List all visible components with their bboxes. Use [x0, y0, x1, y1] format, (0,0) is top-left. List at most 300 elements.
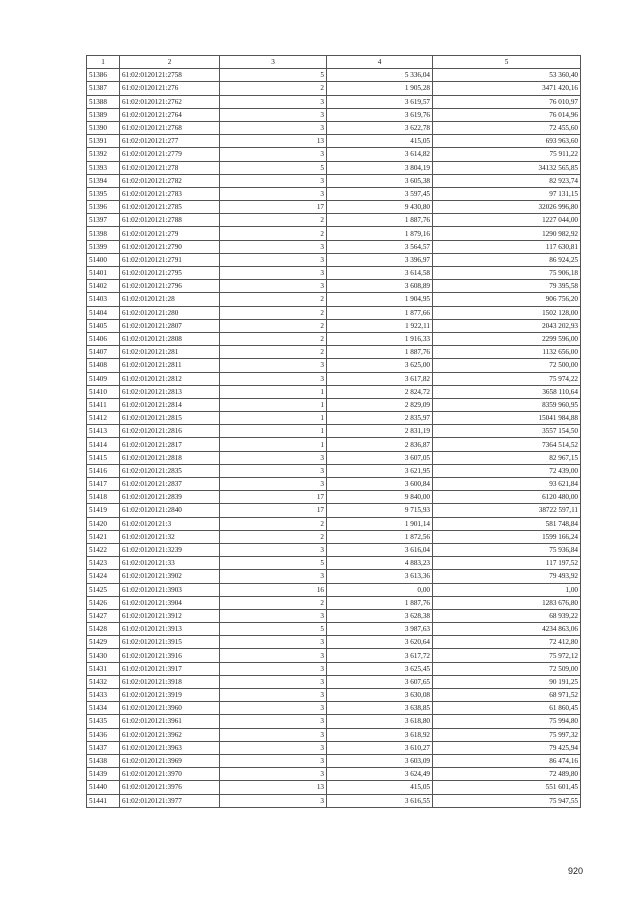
- cadastral-number-cell: 61:02:0120121:3961: [120, 715, 220, 728]
- group-cell: 3: [220, 570, 327, 583]
- group-cell: 3: [220, 187, 327, 200]
- cadastral-number-cell: 61:02:0120121:2788: [120, 214, 220, 227]
- table-row: [87, 728, 581, 741]
- table-row: [87, 332, 581, 345]
- group-cell: 3: [220, 794, 327, 807]
- row-number-cell: 51413: [87, 425, 120, 438]
- table-row: [87, 438, 581, 451]
- table-row: [87, 754, 581, 767]
- row-number-cell: 51432: [87, 675, 120, 688]
- row-number-cell: 51389: [87, 108, 120, 121]
- cadastral-number-cell: 61:02:0120121:3963: [120, 741, 220, 754]
- cadastral-number-cell: 61:02:0120121:3903: [120, 583, 220, 596]
- table-row: [87, 689, 581, 702]
- table-row: [87, 530, 581, 543]
- specific-value-cell: 415,05: [327, 135, 433, 148]
- specific-value-cell: 3 622,78: [327, 121, 433, 134]
- cadastral-number-cell: 61:02:0120121:2811: [120, 359, 220, 372]
- cadastral-number-cell: 61:02:0120121:2758: [120, 69, 220, 82]
- cadastral-number-cell: 61:02:0120121:2808: [120, 332, 220, 345]
- row-number-cell: 51400: [87, 253, 120, 266]
- cadastral-number-cell: 61:02:0120121:3918: [120, 675, 220, 688]
- cadastral-number-cell: 61:02:0120121:3969: [120, 754, 220, 767]
- cadastral-value-cell: 1,00: [433, 583, 581, 596]
- group-cell: 3: [220, 280, 327, 293]
- specific-value-cell: 2 835,97: [327, 412, 433, 425]
- group-cell: 5: [220, 557, 327, 570]
- group-cell: 3: [220, 609, 327, 622]
- row-number-cell: 51421: [87, 530, 120, 543]
- row-number-cell: 51403: [87, 293, 120, 306]
- cadastral-number-cell: 61:02:0120121:2814: [120, 398, 220, 411]
- specific-value-cell: 3 619,76: [327, 108, 433, 121]
- row-number-cell: 51410: [87, 385, 120, 398]
- group-cell: 1: [220, 385, 327, 398]
- table-row: [87, 227, 581, 240]
- table-row: [87, 95, 581, 108]
- table-row: [87, 464, 581, 477]
- row-number-cell: 51392: [87, 148, 120, 161]
- cadastral-value-cell: 72 489,80: [433, 768, 581, 781]
- group-cell: 3: [220, 359, 327, 372]
- cadastral-number-cell: 61:02:0120121:2818: [120, 451, 220, 464]
- specific-value-cell: 3 621,95: [327, 464, 433, 477]
- table-row: [87, 280, 581, 293]
- table-row: [87, 121, 581, 134]
- cadastral-value-cell: 75 947,55: [433, 794, 581, 807]
- table-row: [87, 517, 581, 530]
- cadastral-number-cell: 61:02:0120121:3970: [120, 768, 220, 781]
- cadastral-value-cell: 79 493,92: [433, 570, 581, 583]
- page-number: 920: [567, 866, 583, 876]
- cadastral-value-cell: 3471 420,16: [433, 82, 581, 95]
- table-row: [87, 174, 581, 187]
- group-cell: 1: [220, 438, 327, 451]
- row-number-cell: 51412: [87, 412, 120, 425]
- row-number-cell: 51437: [87, 741, 120, 754]
- table-row: [87, 478, 581, 491]
- cadastral-value-cell: 75 936,84: [433, 543, 581, 556]
- specific-value-cell: 2 831,19: [327, 425, 433, 438]
- cadastral-number-cell: 61:02:0120121:32: [120, 530, 220, 543]
- table-row: [87, 781, 581, 794]
- cadastral-number-cell: 61:02:0120121:2785: [120, 201, 220, 214]
- row-number-cell: 51423: [87, 557, 120, 570]
- specific-value-cell: 415,05: [327, 781, 433, 794]
- cadastral-number-cell: 61:02:0120121:2812: [120, 372, 220, 385]
- row-number-cell: 51406: [87, 332, 120, 345]
- cadastral-number-cell: 61:02:0120121:3904: [120, 596, 220, 609]
- specific-value-cell: 3 638,85: [327, 702, 433, 715]
- row-number-cell: 51429: [87, 636, 120, 649]
- specific-value-cell: 1 887,76: [327, 596, 433, 609]
- group-cell: 3: [220, 754, 327, 767]
- cadastral-value-cell: 72 509,00: [433, 662, 581, 675]
- row-number-cell: 51402: [87, 280, 120, 293]
- specific-value-cell: 3 614,82: [327, 148, 433, 161]
- cadastral-value-cell: 8359 960,95: [433, 398, 581, 411]
- cadastral-value-table: [86, 55, 581, 808]
- table-row: [87, 187, 581, 200]
- row-number-cell: 51426: [87, 596, 120, 609]
- group-cell: 5: [220, 623, 327, 636]
- group-cell: 3: [220, 715, 327, 728]
- row-number-cell: 51396: [87, 201, 120, 214]
- cadastral-number-cell: 61:02:0120121:3977: [120, 794, 220, 807]
- table-row: [87, 267, 581, 280]
- specific-value-cell: 3 628,38: [327, 609, 433, 622]
- group-cell: 3: [220, 240, 327, 253]
- cadastral-value-cell: 3557 154,50: [433, 425, 581, 438]
- row-number-cell: 51417: [87, 478, 120, 491]
- group-cell: 3: [220, 253, 327, 266]
- cadastral-value-cell: 90 191,25: [433, 675, 581, 688]
- cadastral-number-cell: 61:02:0120121:277: [120, 135, 220, 148]
- cadastral-value-cell: 68 939,22: [433, 609, 581, 622]
- cadastral-value-cell: 72 500,00: [433, 359, 581, 372]
- column-header-5: 5: [433, 56, 581, 69]
- specific-value-cell: 3 608,89: [327, 280, 433, 293]
- row-number-cell: 51420: [87, 517, 120, 530]
- table-row: [87, 768, 581, 781]
- group-cell: 16: [220, 583, 327, 596]
- group-cell: 13: [220, 135, 327, 148]
- cadastral-value-cell: 7364 514,52: [433, 438, 581, 451]
- row-number-cell: 51395: [87, 187, 120, 200]
- group-cell: 3: [220, 95, 327, 108]
- specific-value-cell: 3 613,36: [327, 570, 433, 583]
- group-cell: 5: [220, 161, 327, 174]
- table-row: [87, 675, 581, 688]
- specific-value-cell: 2 836,87: [327, 438, 433, 451]
- cadastral-value-cell: 61 860,45: [433, 702, 581, 715]
- cadastral-value-cell: 79 425,94: [433, 741, 581, 754]
- table-row: [87, 398, 581, 411]
- row-number-cell: 51419: [87, 504, 120, 517]
- specific-value-cell: 3 804,19: [327, 161, 433, 174]
- table-row: [87, 240, 581, 253]
- cadastral-value-cell: 1283 676,80: [433, 596, 581, 609]
- group-cell: 3: [220, 675, 327, 688]
- specific-value-cell: 1 887,76: [327, 214, 433, 227]
- table-row: [87, 504, 581, 517]
- table-row: [87, 306, 581, 319]
- row-number-cell: 51390: [87, 121, 120, 134]
- specific-value-cell: 5 336,04: [327, 69, 433, 82]
- table-row: [87, 425, 581, 438]
- cadastral-value-cell: 38722 597,11: [433, 504, 581, 517]
- table-row: [87, 543, 581, 556]
- specific-value-cell: 3 610,27: [327, 741, 433, 754]
- row-number-cell: 51425: [87, 583, 120, 596]
- specific-value-cell: 3 614,58: [327, 267, 433, 280]
- group-cell: 3: [220, 372, 327, 385]
- cadastral-number-cell: 61:02:0120121:281: [120, 346, 220, 359]
- specific-value-cell: 1 901,14: [327, 517, 433, 530]
- group-cell: 17: [220, 491, 327, 504]
- group-cell: 2: [220, 517, 327, 530]
- group-cell: 2: [220, 227, 327, 240]
- cadastral-value-cell: 15041 984,88: [433, 412, 581, 425]
- cadastral-number-cell: 61:02:0120121:2835: [120, 464, 220, 477]
- group-cell: 17: [220, 201, 327, 214]
- cadastral-value-cell: 1599 166,24: [433, 530, 581, 543]
- group-cell: 3: [220, 464, 327, 477]
- table-row: [87, 583, 581, 596]
- specific-value-cell: 3 630,08: [327, 689, 433, 702]
- specific-value-cell: 0,00: [327, 583, 433, 596]
- row-number-cell: 51391: [87, 135, 120, 148]
- table-row: [87, 201, 581, 214]
- cadastral-value-cell: 551 601,45: [433, 781, 581, 794]
- row-number-cell: 51438: [87, 754, 120, 767]
- cadastral-value-cell: 75 911,22: [433, 148, 581, 161]
- cadastral-value-cell: 4234 863,06: [433, 623, 581, 636]
- row-number-cell: 51407: [87, 346, 120, 359]
- specific-value-cell: 1 916,33: [327, 332, 433, 345]
- specific-value-cell: 3 607,05: [327, 451, 433, 464]
- cadastral-number-cell: 61:02:0120121:2815: [120, 412, 220, 425]
- cadastral-number-cell: 61:02:0120121:3976: [120, 781, 220, 794]
- group-cell: 2: [220, 530, 327, 543]
- cadastral-number-cell: 61:02:0120121:2813: [120, 385, 220, 398]
- cadastral-value-cell: 3658 110,64: [433, 385, 581, 398]
- row-number-cell: 51409: [87, 372, 120, 385]
- cadastral-value-cell: 53 360,40: [433, 69, 581, 82]
- row-number-cell: 51415: [87, 451, 120, 464]
- table-row: [87, 69, 581, 82]
- table-row: [87, 319, 581, 332]
- cadastral-value-cell: 79 395,58: [433, 280, 581, 293]
- specific-value-cell: 4 883,23: [327, 557, 433, 570]
- specific-value-cell: 2 829,09: [327, 398, 433, 411]
- row-number-cell: 51393: [87, 161, 120, 174]
- cadastral-number-cell: 61:02:0120121:3239: [120, 543, 220, 556]
- cadastral-value-cell: 1290 982,92: [433, 227, 581, 240]
- table-row: [87, 385, 581, 398]
- cadastral-number-cell: 61:02:0120121:3915: [120, 636, 220, 649]
- cadastral-number-cell: 61:02:0120121:3902: [120, 570, 220, 583]
- group-cell: 2: [220, 332, 327, 345]
- cadastral-value-cell: 72 455,60: [433, 121, 581, 134]
- specific-value-cell: 1 877,66: [327, 306, 433, 319]
- row-number-cell: 51428: [87, 623, 120, 636]
- specific-value-cell: 3 616,04: [327, 543, 433, 556]
- cadastral-number-cell: 61:02:0120121:2837: [120, 478, 220, 491]
- table-row: [87, 557, 581, 570]
- specific-value-cell: 3 617,72: [327, 649, 433, 662]
- row-number-cell: 51422: [87, 543, 120, 556]
- cadastral-value-cell: 75 994,80: [433, 715, 581, 728]
- row-number-cell: 51424: [87, 570, 120, 583]
- row-number-cell: 51404: [87, 306, 120, 319]
- cadastral-value-cell: 97 131,15: [433, 187, 581, 200]
- table-row: [87, 451, 581, 464]
- table-row: [87, 359, 581, 372]
- cadastral-number-cell: 61:02:0120121:33: [120, 557, 220, 570]
- specific-value-cell: 3 605,38: [327, 174, 433, 187]
- table-header-row: [87, 56, 581, 69]
- cadastral-number-cell: 61:02:0120121:2768: [120, 121, 220, 134]
- row-number-cell: 51433: [87, 689, 120, 702]
- specific-value-cell: 3 616,55: [327, 794, 433, 807]
- group-cell: 1: [220, 412, 327, 425]
- cadastral-number-cell: 61:02:0120121:2807: [120, 319, 220, 332]
- table-row: [87, 372, 581, 385]
- cadastral-number-cell: 61:02:0120121:2762: [120, 95, 220, 108]
- cadastral-value-cell: 34132 565,85: [433, 161, 581, 174]
- cadastral-number-cell: 61:02:0120121:3912: [120, 609, 220, 622]
- row-number-cell: 51439: [87, 768, 120, 781]
- table-row: [87, 148, 581, 161]
- table-row: [87, 570, 581, 583]
- group-cell: 3: [220, 267, 327, 280]
- column-header-3: 3: [220, 56, 327, 69]
- row-number-cell: 51394: [87, 174, 120, 187]
- cadastral-value-cell: 75 974,22: [433, 372, 581, 385]
- cadastral-value-cell: 82 923,74: [433, 174, 581, 187]
- table-row: [87, 253, 581, 266]
- specific-value-cell: 3 600,84: [327, 478, 433, 491]
- group-cell: 2: [220, 306, 327, 319]
- table-row: [87, 108, 581, 121]
- specific-value-cell: 1 905,28: [327, 82, 433, 95]
- specific-value-cell: 3 618,92: [327, 728, 433, 741]
- table-row: [87, 741, 581, 754]
- specific-value-cell: 1 904,95: [327, 293, 433, 306]
- cadastral-number-cell: 61:02:0120121:279: [120, 227, 220, 240]
- table-row: [87, 135, 581, 148]
- column-header-4: 4: [327, 56, 433, 69]
- specific-value-cell: 1 879,16: [327, 227, 433, 240]
- row-number-cell: 51440: [87, 781, 120, 794]
- specific-value-cell: 3 597,45: [327, 187, 433, 200]
- row-number-cell: 51434: [87, 702, 120, 715]
- table-row: [87, 636, 581, 649]
- group-cell: 3: [220, 636, 327, 649]
- cadastral-number-cell: 61:02:0120121:278: [120, 161, 220, 174]
- cadastral-value-cell: 2299 596,00: [433, 332, 581, 345]
- row-number-cell: 51430: [87, 649, 120, 662]
- cadastral-number-cell: 61:02:0120121:2764: [120, 108, 220, 121]
- cadastral-number-cell: 61:02:0120121:2816: [120, 425, 220, 438]
- cadastral-number-cell: 61:02:0120121:3919: [120, 689, 220, 702]
- cadastral-number-cell: 61:02:0120121:3: [120, 517, 220, 530]
- cadastral-number-cell: 61:02:0120121:28: [120, 293, 220, 306]
- group-cell: 5: [220, 69, 327, 82]
- cadastral-value-cell: 93 621,84: [433, 478, 581, 491]
- cadastral-number-cell: 61:02:0120121:3913: [120, 623, 220, 636]
- table-row: [87, 412, 581, 425]
- table-row: [87, 649, 581, 662]
- table-row: [87, 623, 581, 636]
- group-cell: 1: [220, 425, 327, 438]
- cadastral-number-cell: 61:02:0120121:2795: [120, 267, 220, 280]
- table-row: [87, 491, 581, 504]
- specific-value-cell: 9 430,80: [327, 201, 433, 214]
- cadastral-value-cell: 68 971,52: [433, 689, 581, 702]
- cadastral-number-cell: 61:02:0120121:3916: [120, 649, 220, 662]
- cadastral-value-cell: 693 963,60: [433, 135, 581, 148]
- group-cell: 3: [220, 543, 327, 556]
- cadastral-value-cell: 1227 044,00: [433, 214, 581, 227]
- row-number-cell: 51418: [87, 491, 120, 504]
- cadastral-value-cell: 117 630,81: [433, 240, 581, 253]
- group-cell: 3: [220, 121, 327, 134]
- row-number-cell: 51397: [87, 214, 120, 227]
- cadastral-value-cell: 76 010,97: [433, 95, 581, 108]
- specific-value-cell: 3 617,82: [327, 372, 433, 385]
- cadastral-value-cell: 6120 480,00: [433, 491, 581, 504]
- cadastral-value-cell: 2043 202,93: [433, 319, 581, 332]
- cadastral-value-cell: 581 748,84: [433, 517, 581, 530]
- specific-value-cell: 3 618,80: [327, 715, 433, 728]
- specific-value-cell: 3 987,63: [327, 623, 433, 636]
- group-cell: 3: [220, 728, 327, 741]
- group-cell: 1: [220, 398, 327, 411]
- table-row: [87, 293, 581, 306]
- specific-value-cell: 3 620,64: [327, 636, 433, 649]
- table-row: [87, 662, 581, 675]
- specific-value-cell: 1 922,11: [327, 319, 433, 332]
- row-number-cell: 51386: [87, 69, 120, 82]
- cadastral-value-cell: 1132 656,00: [433, 346, 581, 359]
- cadastral-value-cell: 72 412,80: [433, 636, 581, 649]
- cadastral-number-cell: 61:02:0120121:280: [120, 306, 220, 319]
- table-row: [87, 596, 581, 609]
- cadastral-number-cell: 61:02:0120121:2840: [120, 504, 220, 517]
- table-row: [87, 161, 581, 174]
- table-row: [87, 609, 581, 622]
- row-number-cell: 51388: [87, 95, 120, 108]
- cadastral-number-cell: 61:02:0120121:3917: [120, 662, 220, 675]
- row-number-cell: 51405: [87, 319, 120, 332]
- row-number-cell: 51427: [87, 609, 120, 622]
- group-cell: 3: [220, 741, 327, 754]
- cadastral-value-cell: 86 474,16: [433, 754, 581, 767]
- column-header-2: 2: [120, 56, 220, 69]
- group-cell: 3: [220, 108, 327, 121]
- specific-value-cell: 3 625,45: [327, 662, 433, 675]
- cadastral-number-cell: 61:02:0120121:2790: [120, 240, 220, 253]
- table-row: [87, 214, 581, 227]
- cadastral-number-cell: 61:02:0120121:3960: [120, 702, 220, 715]
- row-number-cell: 51401: [87, 267, 120, 280]
- specific-value-cell: 3 624,49: [327, 768, 433, 781]
- cadastral-number-cell: 61:02:0120121:2783: [120, 187, 220, 200]
- row-number-cell: 51411: [87, 398, 120, 411]
- row-number-cell: 51441: [87, 794, 120, 807]
- specific-value-cell: 3 619,57: [327, 95, 433, 108]
- row-number-cell: 51416: [87, 464, 120, 477]
- group-cell: 17: [220, 504, 327, 517]
- group-cell: 3: [220, 148, 327, 161]
- row-number-cell: 51436: [87, 728, 120, 741]
- specific-value-cell: 9 715,93: [327, 504, 433, 517]
- cadastral-number-cell: 61:02:0120121:2796: [120, 280, 220, 293]
- table-row: [87, 82, 581, 95]
- cadastral-number-cell: 61:02:0120121:2782: [120, 174, 220, 187]
- row-number-cell: 51414: [87, 438, 120, 451]
- row-number-cell: 51398: [87, 227, 120, 240]
- group-cell: 3: [220, 174, 327, 187]
- cadastral-value-cell: 76 014,96: [433, 108, 581, 121]
- cadastral-value-cell: 72 439,00: [433, 464, 581, 477]
- row-number-cell: 51387: [87, 82, 120, 95]
- row-number-cell: 51431: [87, 662, 120, 675]
- cadastral-value-cell: 1502 128,00: [433, 306, 581, 319]
- cadastral-value-cell: 906 756,20: [433, 293, 581, 306]
